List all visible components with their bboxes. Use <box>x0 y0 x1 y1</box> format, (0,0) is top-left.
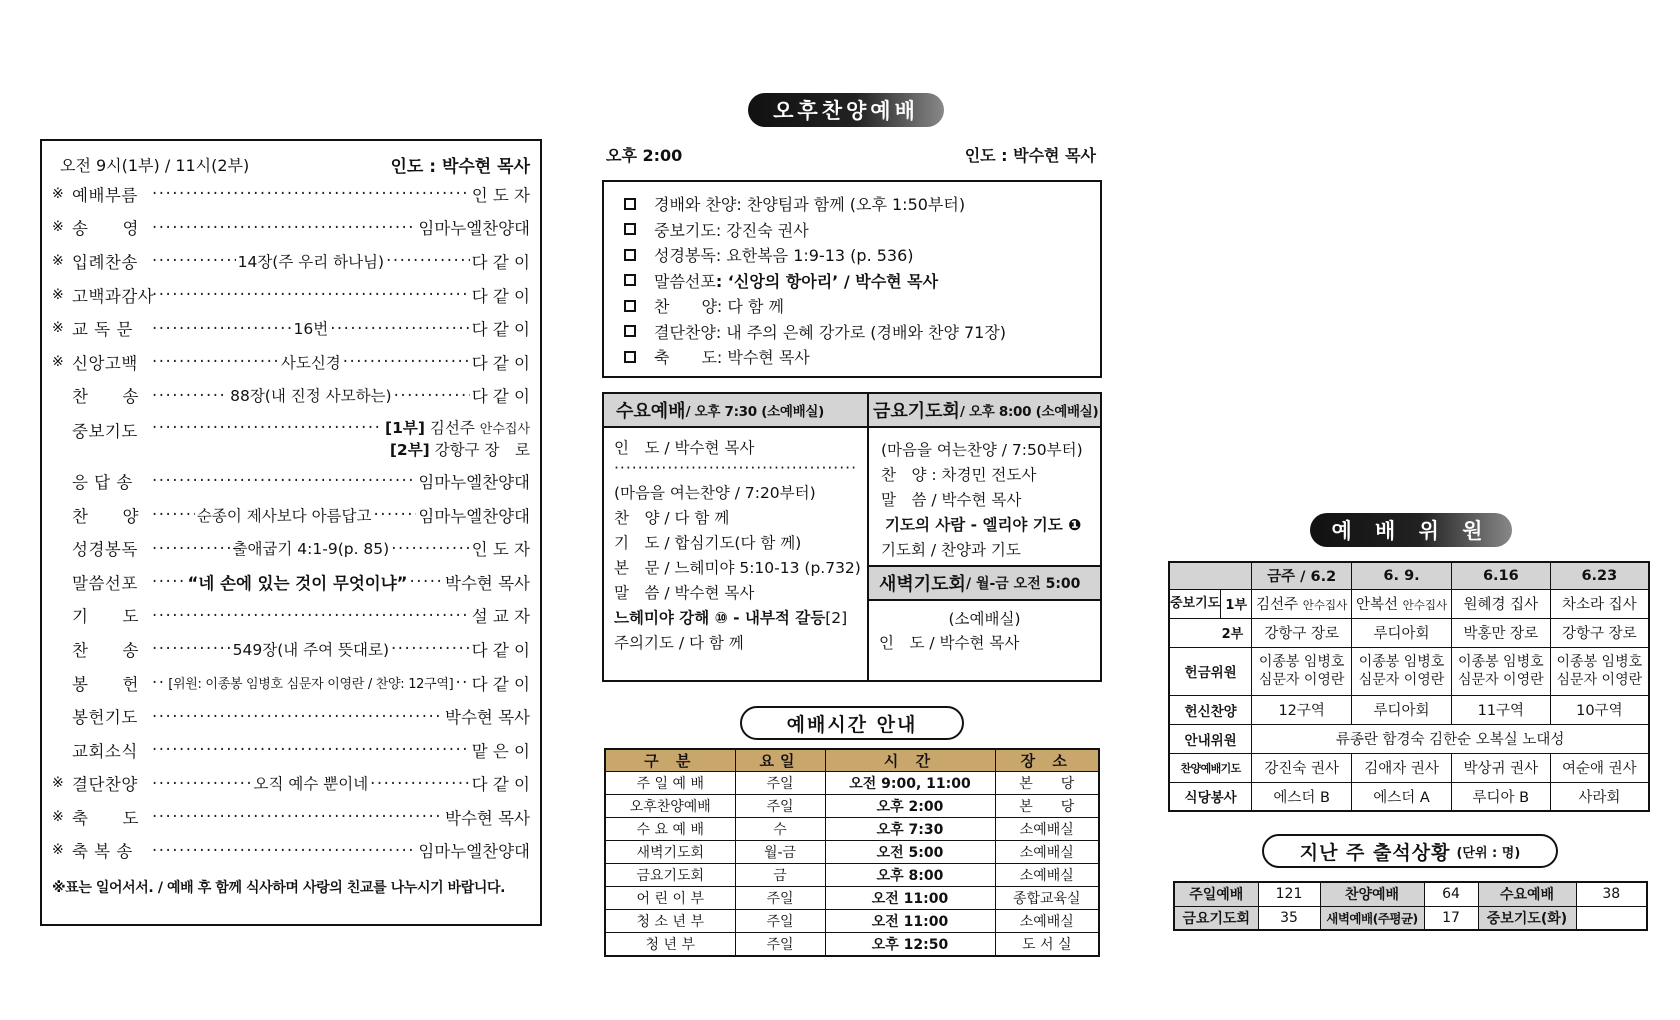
leader-dots <box>152 418 383 437</box>
duty-cell: 박홍만 장로 <box>1451 618 1550 647</box>
checkbox-square-icon <box>624 198 636 210</box>
afternoon-item-text: : ‘신앙의 항아리’ / 박수현 목사 <box>715 271 939 291</box>
leader-dots <box>152 774 252 793</box>
duty-cell: 루디아 B <box>1451 782 1550 811</box>
schedule-cell: 수 <box>735 818 825 841</box>
afternoon-item <box>624 268 1080 294</box>
schedule-row <box>605 795 1099 818</box>
order-note: ※표는 일어서서. / 예배 후 함께 식사하며 사랑의 친교를 나누시기 바랍니다. <box>52 880 506 897</box>
stand-mark: ※ <box>52 842 64 859</box>
duty-cell: 에스더 B <box>1252 782 1352 811</box>
schedule-cell: 오전 11:00 <box>825 887 995 910</box>
order-item <box>52 767 530 801</box>
order-item-name: 송 영 <box>72 219 139 239</box>
friday-prayer-theme: 기도의 사람 - 엘리야 기도 ❶ <box>885 516 1082 534</box>
duty-cell: 김애자 권사 <box>1352 753 1452 782</box>
order-item <box>52 531 530 565</box>
friday-body <box>869 428 1100 565</box>
order-item-name: 중보기도 <box>72 422 138 442</box>
wednesday-line: 찬 양 / 다 함 께 <box>614 509 730 527</box>
leader-dots <box>152 841 416 860</box>
order-item-leader: 인 도 자 <box>471 185 530 205</box>
order-item-name: 축 복 송 <box>72 842 133 862</box>
order-item-detail: 출애굽기 4:1-9(p. 85) <box>232 540 390 559</box>
schedule-cell: 주일 <box>735 772 825 795</box>
afternoon-leader: 인도 : 박수현 목사 <box>964 146 1096 165</box>
order-item-name: 성경봉독 <box>72 540 138 560</box>
order-item-name: 고백과감사 <box>72 286 155 306</box>
duty-date: 금주 / 6.2 <box>1252 562 1352 589</box>
order-item <box>52 599 530 633</box>
order-item <box>52 464 530 498</box>
duty-row-devotion <box>1169 695 1649 724</box>
checkbox-square-icon <box>624 325 636 337</box>
schedule-cell: 주일 <box>735 887 825 910</box>
schedule-header: 요일 <box>735 749 825 772</box>
leader-dots <box>152 740 470 759</box>
divider-dots <box>614 461 857 481</box>
duty-row-prayer1 <box>1169 589 1649 618</box>
duty-cell: 12구역 <box>1252 695 1352 724</box>
order-item <box>52 379 530 413</box>
wednesday-service <box>604 394 869 680</box>
order-item <box>52 498 530 532</box>
duty-cell: 11구역 <box>1451 695 1550 724</box>
schedule-cell: 소예배실 <box>995 864 1099 887</box>
leader-dots <box>152 505 195 524</box>
duty-cell: 이종봉 임병호 심문자 이영란 <box>1550 647 1649 695</box>
duty-prayer1-label: 1부 <box>1225 598 1248 613</box>
attendance-row <box>1174 906 1647 930</box>
wednesday-line: 주의기도 / 다 함 께 <box>614 634 744 652</box>
order-item-leader: 박수현 목사 <box>445 708 530 728</box>
dawn-leader: 인 도 / 박수현 목사 <box>879 634 1020 652</box>
morning-time: 오전 9시(1부) / 11시(2부) <box>60 155 250 175</box>
order-item-leader: 다 같 이 <box>471 674 530 694</box>
afternoon-title: 오후찬양예배 <box>748 93 944 127</box>
order-item-leader: 다 같 이 <box>471 775 530 795</box>
duty-title: 예 배 위 원 <box>1310 513 1512 547</box>
attendance-title: 지난 주 출석상황 <box>1299 841 1451 864</box>
leader-dots <box>152 285 470 304</box>
leader-dots <box>152 386 228 405</box>
order-item-name: 말씀선포 <box>72 573 138 593</box>
order-item-name: 축 도 <box>72 808 139 828</box>
schedule-header: 시 간 <box>825 749 995 772</box>
duty-pm-prayer-label: 찬양예배기도 <box>1169 753 1252 782</box>
order-item-name: 교회소식 <box>72 741 138 761</box>
stand-mark: ※ <box>52 808 64 825</box>
order-item <box>52 565 530 599</box>
schedule-cell: 수 요 예 배 <box>605 818 735 841</box>
order-item-leader: 인 도 자 <box>471 540 530 560</box>
attendance-label: 찬양예배 <box>1320 882 1424 906</box>
schedule-cell: 주일 <box>735 933 825 956</box>
leader-dots <box>152 319 291 338</box>
leader-dots <box>152 471 416 490</box>
order-item <box>52 733 530 767</box>
afternoon-item-text: : 다 함 께 <box>716 297 784 317</box>
duty-cell: 안복선 안수집사 <box>1352 589 1452 618</box>
order-item-name: 찬 송 <box>72 387 139 407</box>
afternoon-item-name: 말씀선포 <box>654 271 716 291</box>
leader-dots <box>455 673 469 692</box>
duty-table <box>1168 561 1650 812</box>
duty-date: 6.23 <box>1550 562 1649 589</box>
duty-row-meal <box>1169 782 1649 811</box>
afternoon-item-name: 축 도 <box>654 348 717 368</box>
checkbox-square-icon <box>624 274 636 286</box>
checkbox-square-icon <box>624 300 636 312</box>
friday-line: 찬 양 : 차경민 전도사 <box>881 466 1037 484</box>
leader-dots <box>370 774 470 793</box>
leader-dots <box>410 572 444 591</box>
duty-cell: 루디아회 <box>1352 695 1452 724</box>
duty-prayer-label: 중보기도 <box>1170 590 1221 618</box>
dawn-title: 새벽기도회 <box>879 574 966 595</box>
schedule-row <box>605 933 1099 956</box>
duty-offering-label: 헌금위원 <box>1169 647 1252 695</box>
wednesday-line: (마음을 여는찬양 / 7:20부터) <box>614 484 816 502</box>
schedule-cell: 월-금 <box>735 841 825 864</box>
checkbox-square-icon <box>624 223 636 235</box>
attendance-value <box>1576 906 1647 930</box>
order-item <box>52 311 530 345</box>
duty-cell: 에스더 A <box>1352 782 1452 811</box>
afternoon-item <box>624 242 1080 268</box>
schedule-cell: 소예배실 <box>995 910 1099 933</box>
schedule-cell: 본 당 <box>995 795 1099 818</box>
schedule-cell: 청 소 년 부 <box>605 910 735 933</box>
attendance-value: 64 <box>1424 882 1478 906</box>
attendance-label: 수요예배 <box>1478 882 1576 906</box>
duty-cell: 이종봉 임병호 심문자 이영란 <box>1451 647 1550 695</box>
order-item-detail: [위원: 이종봉 임병호 심문자 이영란 / 찬양: 12구역] <box>168 677 454 693</box>
friday-title: 금요기도회 <box>873 401 960 422</box>
order-item-detail: 549장(내 주여 뜻대로) <box>232 640 390 659</box>
leader-dots <box>152 572 186 591</box>
prayer-leaders: [1부] 김선주 안수집사 [2부] 강항구 장 로 <box>385 419 530 460</box>
wednesday-header <box>604 394 867 428</box>
wednesday-line: 본 문 / 느헤미야 5:10-13 (p.732) <box>614 559 861 577</box>
dawn-place: (소예배실) <box>948 610 1021 628</box>
stand-mark: ※ <box>52 353 64 370</box>
friday-sub: / 오후 8:00 (소예배실) <box>959 404 1099 420</box>
schedule-row <box>605 910 1099 933</box>
order-item-name: 예배부름 <box>72 185 138 205</box>
afternoon-item <box>624 217 1080 243</box>
schedule-cell: 도 서 실 <box>995 933 1099 956</box>
schedule-cell: 오전 9:00, 11:00 <box>825 772 995 795</box>
dawn-header <box>869 565 1100 601</box>
duty-date: 6.16 <box>1451 562 1550 589</box>
schedule-title: 예배시간 안내 <box>740 706 964 740</box>
leader-dots <box>391 539 469 558</box>
duty-cell: 차소라 집사 <box>1550 589 1649 618</box>
stand-mark: ※ <box>52 320 64 337</box>
afternoon-item-text: : 찬양팀과 함께 (오후 1:50부터) <box>736 195 966 215</box>
schedule-cell: 주일 <box>735 910 825 933</box>
attendance-unit: (단위 : 명) <box>1456 845 1521 861</box>
duty-usher-label: 안내위원 <box>1169 724 1252 753</box>
order-item <box>52 345 530 379</box>
stand-mark: ※ <box>52 252 64 269</box>
attendance-label: 금요기도회 <box>1174 906 1258 930</box>
afternoon-item-text: : 요한복음 1:9-13 (p. 536) <box>715 246 914 266</box>
order-item-leader: 박수현 목사 <box>445 808 530 828</box>
order-item-leader: 다 같 이 <box>471 252 530 272</box>
schedule-cell: 오전 5:00 <box>825 841 995 864</box>
schedule-row <box>605 864 1099 887</box>
attendance-table <box>1173 881 1648 931</box>
stand-mark: ※ <box>52 219 64 236</box>
attendance-value: 121 <box>1258 882 1320 906</box>
order-item <box>52 244 530 278</box>
leader-dots <box>343 352 470 371</box>
order-item-leader: 임마누엘찬양대 <box>418 842 530 862</box>
afternoon-item-text: : 내 주의 은혜 강가로 (경배와 찬양 71장) <box>715 322 1007 342</box>
order-item-leader: 임마누엘찬양대 <box>418 219 530 239</box>
order-item <box>52 211 530 245</box>
stand-mark: ※ <box>52 775 64 792</box>
schedule-cell: 주 일 예 배 <box>605 772 735 795</box>
schedule-cell: 오후찬양예배 <box>605 795 735 818</box>
order-item-detail: 88장(내 진정 사모하는) <box>230 387 392 406</box>
schedule-cell: 주일 <box>735 795 825 818</box>
schedule-row <box>605 818 1099 841</box>
duty-meal-label: 식당봉사 <box>1169 782 1252 811</box>
order-item-detail: 16번 <box>293 320 329 339</box>
schedule-row <box>605 841 1099 864</box>
schedule-cell: 금요기도회 <box>605 864 735 887</box>
leader-dots <box>152 673 166 692</box>
attendance-value: 35 <box>1258 906 1320 930</box>
friday-header <box>869 394 1100 428</box>
duty-cell: 원혜경 집사 <box>1451 589 1550 618</box>
duty-cell: 루디아회 <box>1352 618 1452 647</box>
wednesday-title: 수요예배 <box>616 401 686 422</box>
afternoon-time: 오후 2:00 <box>606 146 683 165</box>
schedule-cell: 오후 7:30 <box>825 818 995 841</box>
duty-cell: 이종봉 임병호 심문자 이영란 <box>1252 647 1352 695</box>
checkbox-square-icon <box>624 351 636 363</box>
schedule-header-row <box>605 749 1099 772</box>
afternoon-order <box>602 180 1102 378</box>
duty-date: 6. 9. <box>1352 562 1452 589</box>
order-item-name: 결단찬양 <box>72 775 138 795</box>
order-item-leader: 맡 은 이 <box>471 741 530 761</box>
order-item <box>52 800 530 834</box>
dawn-sub: / 월-금 오전 5:00 <box>965 576 1081 592</box>
order-item-leader: 다 같 이 <box>471 640 530 660</box>
leader-dots <box>330 319 469 338</box>
schedule-cell: 오후 2:00 <box>825 795 995 818</box>
morning-header <box>52 151 530 177</box>
order-item <box>52 632 530 666</box>
order-list <box>52 177 530 412</box>
order-item-name: 기 도 <box>72 607 139 627</box>
afternoon-item-name: 중보기도 <box>654 220 716 240</box>
schedule-cell: 본 당 <box>995 772 1099 795</box>
leader-dots <box>394 386 470 405</box>
wednesday-body <box>604 428 867 664</box>
order-item <box>52 699 530 733</box>
wednesday-line: 말 씀 / 박수현 목사 <box>614 584 755 602</box>
weekday-services <box>602 392 1102 682</box>
stand-mark: ※ <box>52 185 64 202</box>
afternoon-item <box>624 344 1080 370</box>
dawn-body <box>869 601 1100 661</box>
stand-mark: ※ <box>52 286 64 303</box>
duty-row-prayer2 <box>1169 618 1649 647</box>
duty-cell: 강진숙 권사 <box>1252 753 1352 782</box>
duty-row-offering <box>1169 647 1649 695</box>
duty-date-row <box>1169 562 1649 589</box>
schedule-cell: 오전 11:00 <box>825 910 995 933</box>
schedule-header: 구 분 <box>605 749 735 772</box>
attendance-label: 주일예배 <box>1174 882 1258 906</box>
afternoon-item-name: 성경봉독 <box>654 246 716 266</box>
afternoon-item-name: 찬 양 <box>654 297 717 317</box>
duty-devotion-label: 헌신찬양 <box>1169 695 1252 724</box>
attendance-title-pill <box>1262 834 1558 868</box>
duty-cell: 류종란 함경숙 김한순 오복실 노대성 <box>1252 724 1649 753</box>
order-item-name: 응 답 송 <box>72 472 133 492</box>
friday-line: 말 씀 / 박수현 목사 <box>881 491 1022 509</box>
order-item-detail: 오직 예수 뿐이네 <box>253 775 369 794</box>
duty-cell: 사라회 <box>1550 782 1649 811</box>
leader-dots <box>152 184 470 203</box>
schedule-cell: 청 년 부 <box>605 933 735 956</box>
leader-dots <box>152 807 443 826</box>
order-item <box>52 834 530 868</box>
order-item-name: 봉헌기도 <box>72 708 138 728</box>
schedule-cell: 새벽기도회 <box>605 841 735 864</box>
afternoon-item <box>624 293 1080 319</box>
afternoon-item <box>624 191 1080 217</box>
order-item-detail: 14장(주 우리 하나님) <box>237 252 385 271</box>
leader-dots <box>152 251 236 270</box>
duty-cell: 강항구 장로 <box>1550 618 1649 647</box>
duty-cell: 여순애 권사 <box>1550 753 1649 782</box>
order-item-name: 봉 헌 <box>72 674 139 694</box>
order-item-leader: 다 같 이 <box>471 320 530 340</box>
duty-cell: 10구역 <box>1550 695 1649 724</box>
leader-dots <box>152 352 279 371</box>
attendance-row <box>1174 882 1647 906</box>
leader-dots <box>152 539 230 558</box>
order-item-leader: 임마누엘찬양대 <box>418 472 530 492</box>
schedule-cell: 오후 12:50 <box>825 933 995 956</box>
duty-cell: 박상귀 권사 <box>1451 753 1550 782</box>
attendance-value: 17 <box>1424 906 1478 930</box>
leader-dots <box>152 707 443 726</box>
morning-worship-order <box>40 139 542 926</box>
wednesday-line: 인 도 / 박수현 목사 <box>614 439 755 457</box>
leader-dots <box>152 639 231 658</box>
friday-line: (마음을 여는찬양 / 7:50부터) <box>881 441 1083 459</box>
order-item-name: 신앙고백 <box>72 353 138 373</box>
order-item-leader: 다 같 이 <box>471 387 530 407</box>
order-item-name: 찬 송 <box>72 640 139 660</box>
schedule-row <box>605 887 1099 910</box>
schedule-cell: 소예배실 <box>995 818 1099 841</box>
morning-leader: 인도 : 박수현 목사 <box>390 156 530 177</box>
order-item-name: 교 독 문 <box>72 320 133 340</box>
duty-row-usher <box>1169 724 1649 753</box>
afternoon-header <box>606 143 1096 166</box>
schedule-cell: 금 <box>735 864 825 887</box>
afternoon-item-text: : 박수현 목사 <box>716 348 810 368</box>
order-list <box>52 464 530 867</box>
order-item-name: 입례찬송 <box>72 252 138 272</box>
wednesday-line: 기 도 / 합심기도(다 함 께) <box>614 534 802 552</box>
wednesday-sub: / 오후 7:30 (소예배실) <box>685 404 824 420</box>
schedule-cell: 어 린 이 부 <box>605 887 735 910</box>
order-item-detail: 순종이 제사보다 아름답고 <box>196 506 372 525</box>
schedule-header: 장 소 <box>995 749 1099 772</box>
checkbox-square-icon <box>624 249 636 261</box>
order-item-detail: 사도신경 <box>280 353 341 372</box>
leader-dots <box>152 218 416 237</box>
afternoon-item <box>624 319 1080 345</box>
attendance-label: 새벽예배(주평균) <box>1320 906 1424 930</box>
duty-cell: 강항구 장로 <box>1252 618 1352 647</box>
order-item-leader: 다 같 이 <box>471 353 530 373</box>
order-item <box>52 666 530 700</box>
duty-prayer2-label: 2부 <box>1169 618 1252 647</box>
leader-dots <box>373 505 416 524</box>
attendance-label: 중보기도(화) <box>1478 906 1576 930</box>
afternoon-item-text: : 강진숙 권사 <box>715 220 809 240</box>
duty-row-pm-prayer <box>1169 753 1649 782</box>
duty-cell: 이종봉 임병호 심문자 이영란 <box>1352 647 1452 695</box>
schedule-table <box>604 748 1100 957</box>
order-item-prayer <box>52 412 530 464</box>
order-item-leader: 박수현 목사 <box>445 573 530 593</box>
afternoon-item-name: 경배와 찬양 <box>654 195 737 215</box>
order-item-name: 찬 양 <box>72 506 139 526</box>
order-item-leader: 설 교 자 <box>471 607 530 627</box>
schedule-cell: 오후 8:00 <box>825 864 995 887</box>
schedule-cell: 종합교육실 <box>995 887 1099 910</box>
friday-line: 기도회 / 찬양과 기도 <box>881 541 1021 559</box>
friday-service <box>869 394 1100 680</box>
order-item <box>52 278 530 312</box>
leader-dots <box>391 639 470 658</box>
order-item <box>52 177 530 211</box>
schedule-cell: 소예배실 <box>995 841 1099 864</box>
order-item-leader: 다 같 이 <box>471 286 530 306</box>
duty-cell: 김선주 안수집사 <box>1252 589 1352 618</box>
afternoon-item-name: 결단찬양 <box>654 322 716 342</box>
wednesday-series: 느헤미야 강해 ⑩ - 내부적 갈등[2] <box>614 609 848 627</box>
schedule-row <box>605 772 1099 795</box>
order-item-leader: 임마누엘찬양대 <box>418 506 530 526</box>
attendance-value: 38 <box>1576 882 1647 906</box>
order-item-detail: “네 손에 있는 것이 무엇이냐” <box>187 573 408 593</box>
leader-dots <box>386 251 470 270</box>
leader-dots <box>152 606 470 625</box>
